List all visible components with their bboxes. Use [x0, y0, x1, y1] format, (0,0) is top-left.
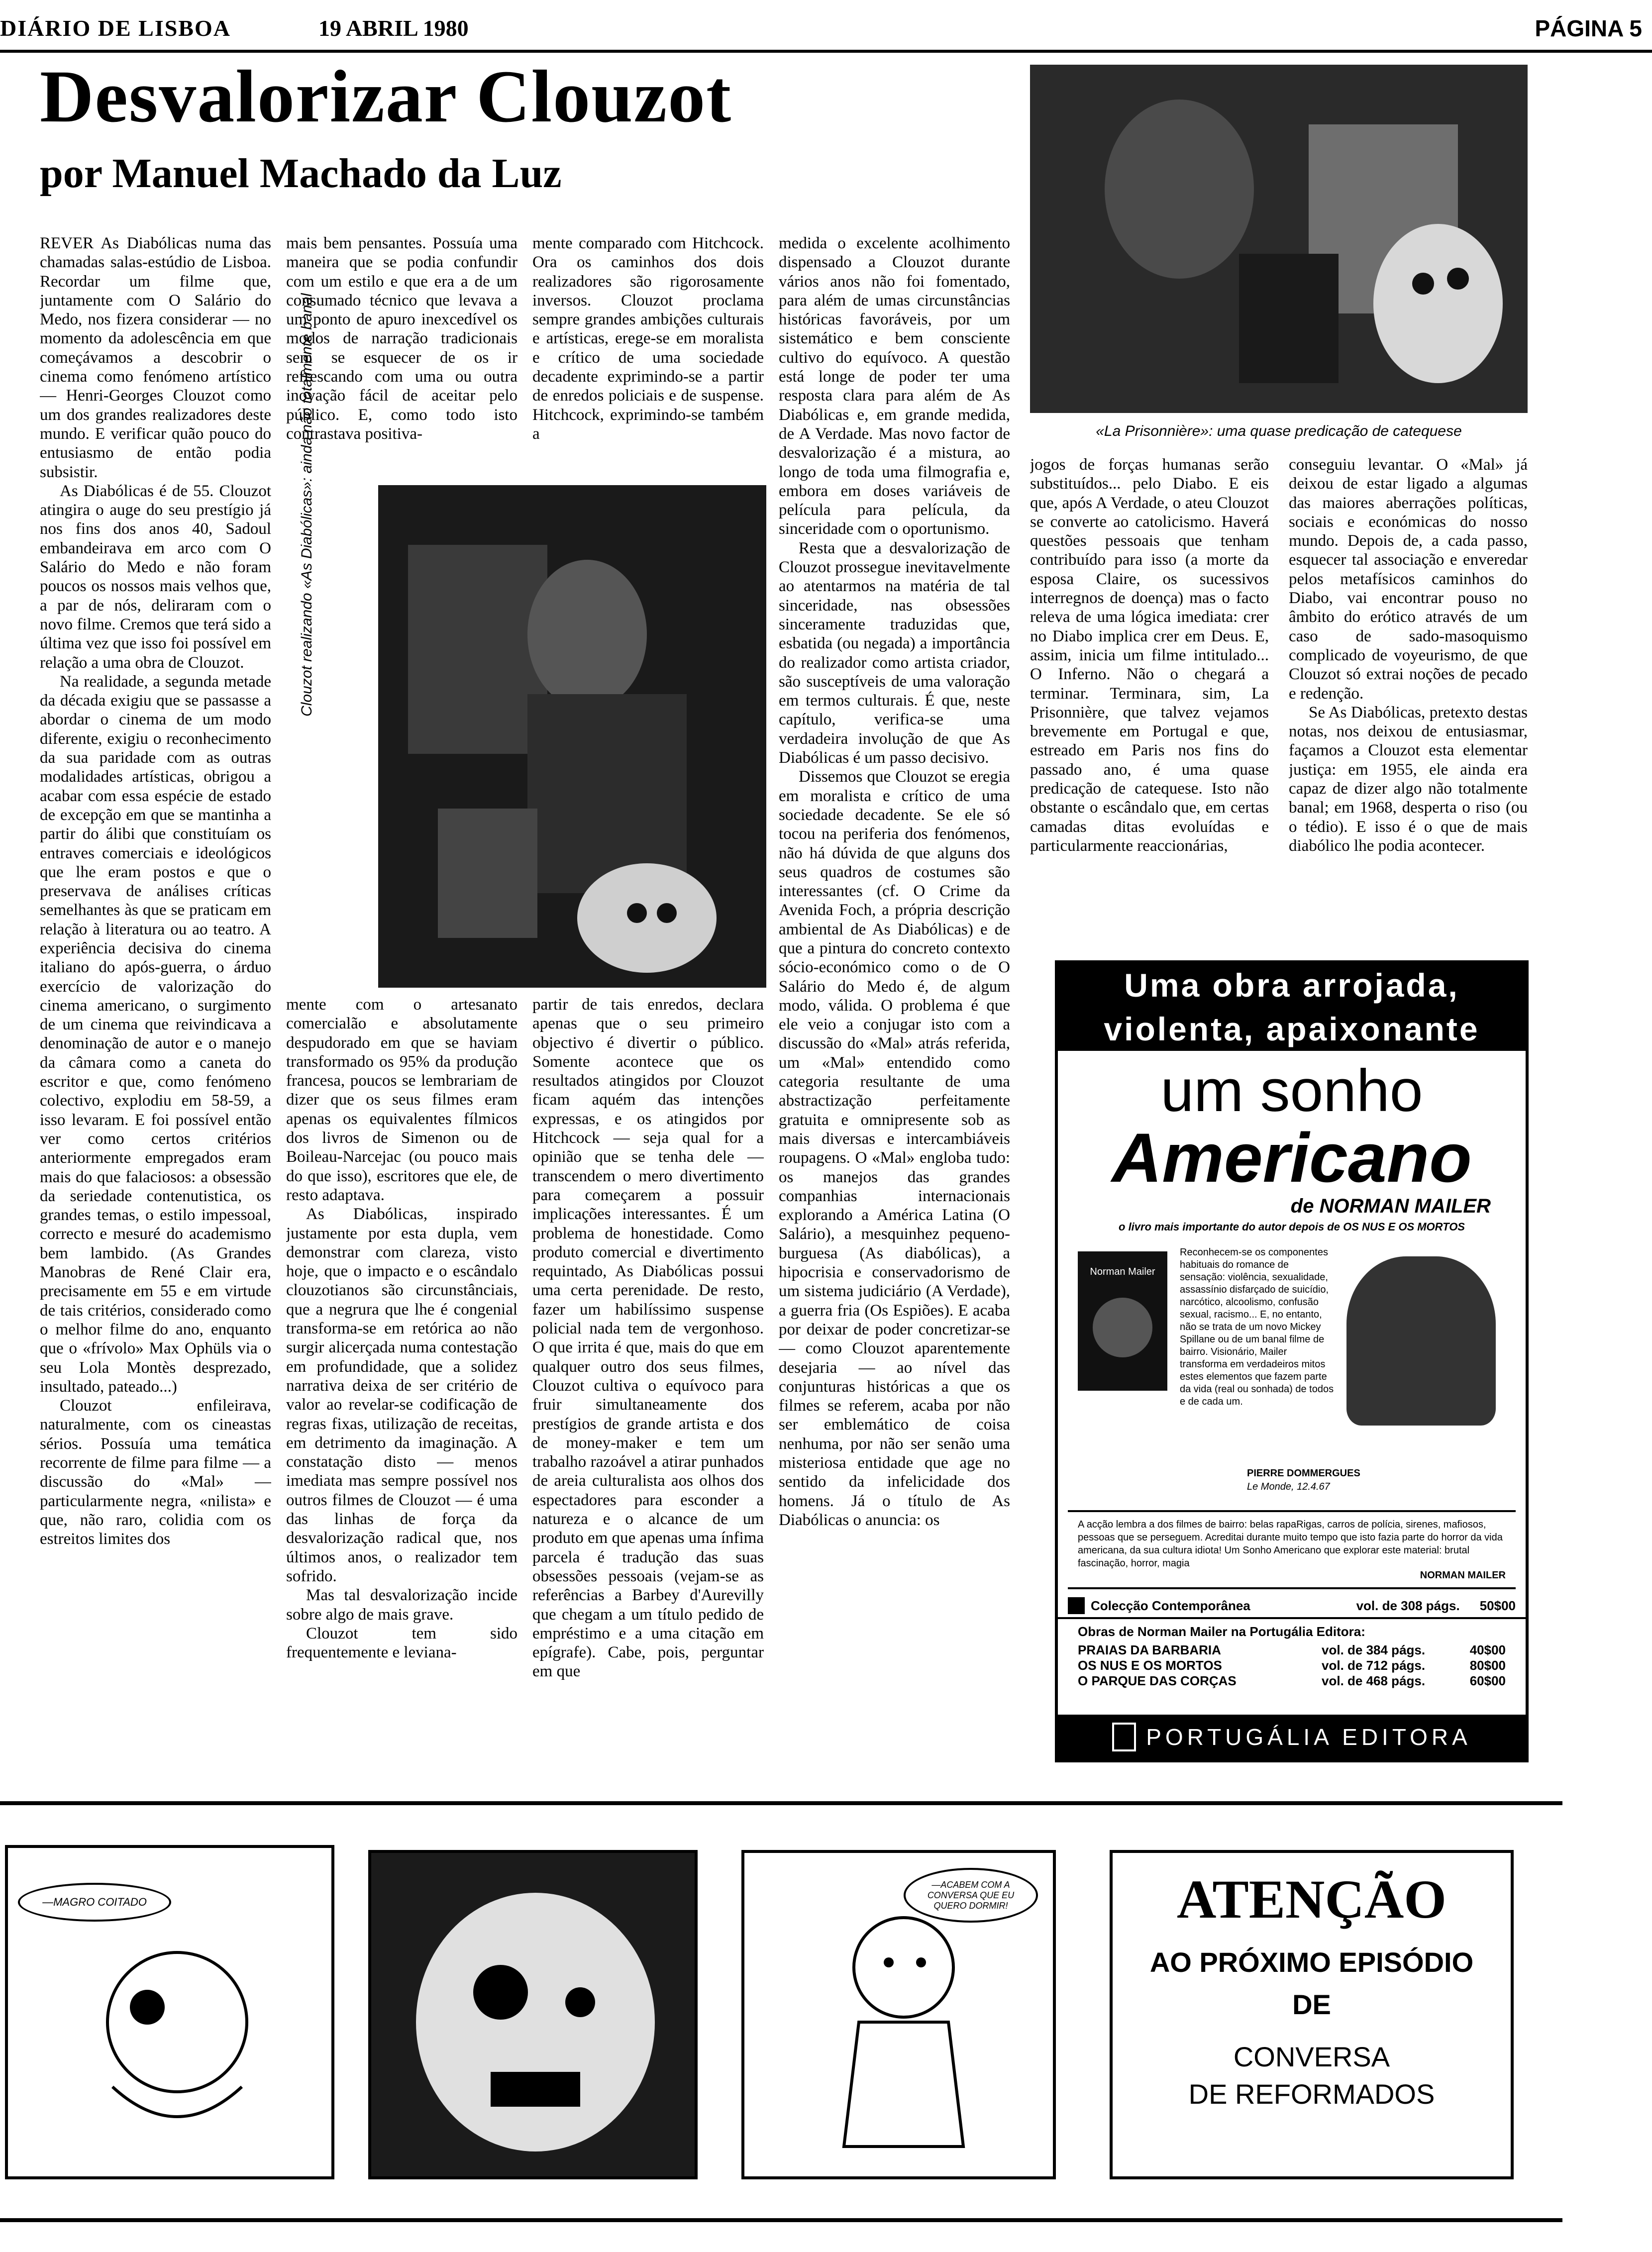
comic-panel-3: [741, 1850, 1056, 2179]
ad-blurb-box: [1068, 1510, 1516, 1589]
paragraph: conseguiu levantar. O «Mal» já deixou de estar ligado a algumas das maiores aberrações políticas, sociais e económicas do nosso mundo. Depois de, a cada passo, esquecer tal associação e enveredar pelos metafísicos caminhos do Diabo, vai encontrar pouso no âmbito do erótico através de um caso de sado-masoquismo complicado de voyeurismo, de que Clouzot só extrai noções de pecado e redenção.: [1289, 456, 1528, 703]
work-volume: vol. de 468 págs.: [1322, 1673, 1426, 1688]
article-byline: por Manuel Machado da Luz: [40, 150, 562, 197]
issue-date: 19 ABRIL 1980: [318, 15, 469, 41]
work-row: [1078, 1642, 1506, 1658]
work-volume: vol. de 712 págs.: [1322, 1658, 1426, 1673]
paragraph: mente comparado com Hitchcock. Ora os caminhos dos dois realizadores são rigorosamente inversos. Clouzot proclama sempre grandes ambições culturais e artísticas, erege-se em moralista e crítico de uma sociedade decadente exprimindo-se a partir de enredos policiais e de suspense. Hitchcock, exprimindo-se também a: [532, 234, 764, 443]
ad-book-title-2: Americano: [1112, 1119, 1472, 1197]
la-prisonniere-photo: [1030, 65, 1528, 413]
publisher-bar: [1058, 1715, 1526, 1759]
article-column-3-top: [532, 234, 764, 473]
paragraph: jogos de forças humanas serão substituídos... pelo Diabo. E eis que, após A Verdade, o ateu Clouzot se converte ao catolicismo. Haverá questões pessoais que tenham contribuído para isso (a morte da esposa Claire, os sucessivos interregnos de doença) mas o facto releva de uma lógica imediata: crer no Diabo implica crer em Deus. E, assim, inicia um filme intitulado... O Inferno. Não o chegará a terminar. Terminara, sim, La Prisonnière, que talvez vejamos brevemente em Portugal e que, estreado em Paris nos fins do passado ano, é uma quase predicação de catequese. Isto não obstante o escândalo que, em certas camadas ditas evoluídas e particularmente reaccionárias,: [1030, 456, 1269, 855]
paragraph: mente com o artesanato comercialão e absolutamente despudorado em que se haviam transformado os 95% da produção francesa, poucos se lembrariam de dizer que os seus filmes eram apenas os equivalentes fílmicos dos livros de Simenon ou de Boileau-Narcejac (ou pouco mais do que isso), escritores que ele, de resto adaptava.: [286, 996, 517, 1204]
paragraph: Clouzot enfileirava, naturalmente, com os cineastas sérios. Possuía uma temática recorrente de filme para filme — a discussão do «Mal» — particularmente negra, «nilista» e que, não raro, colidia com os estreitos limites dos: [40, 1397, 271, 1548]
paragraph: Clouzot tem sido frequentemente e leviana-: [286, 1624, 517, 1662]
paragraph: medida o excelente acolhimento dispensado a Clouzot durante vários anos não foi fomentado, para além de umas circunstâncias históricas favoráveis, por um sistemático e bem consciente cultivo do equívoco. A questão está longe de poder ter uma resposta clara para além de As Diabólicas e, em grande medida, de A Verdade. Mas novo factor de desvalorização é a mistura, ao longo de toda uma filmografia e, embora em doses variáveis de película para película, da sinceridade com o oportunismo.: [779, 234, 1010, 538]
paragraph: As Diabólicas é de 55. Clouzot atingira o auge do seu prestígio já nos fins dos anos 40, Sadoul embandeirava em arco com O Salário do Medo e não foram poucos os nossos mais velhos que, a par de nós, deliraram com o novo filme. Cremos que terá sido a última vez que isso foi possível em relação a uma obra de Clouzot.: [40, 482, 271, 672]
paragraph: As Diabólicas, inspirado justamente por esta dupla, vem demonstrar com clareza, visto hoje, que o impacto e o escândalo clouzotianos são circunstânciais, que a negrura que lhe é congenial transforma-se em retórica ao não surgir alicerçada numa contestação em profundidade, que a solidez narrativa deixa de ser critério de valor ao revelar-se codificação de regras fixas, utilização de receitas, em detrimento da imaginação. A constatação disto — menos imediata mas sempre possível nos outros filmes de Clouzot — é uma das linhas de força da desvalorização radical que, nos últimos anos, o realizador tem sofrido.: [286, 1205, 517, 1585]
paragraph: Mas tal desvalorização incide sobre algo de mais grave.: [286, 1586, 517, 1624]
author-portrait: [1346, 1256, 1496, 1426]
page-number: PÁGINA 5: [1535, 15, 1642, 41]
notice-title: ATENÇÃO: [1177, 1869, 1446, 1930]
film-set-photo-caption: Clouzot realizando «As Diabólicas»: ainda não totalmente banal: [299, 293, 315, 717]
paragraph: Se As Diabólicas, pretexto destas notas, nos deixou de entusiasmar, façamos a Clouzot esta elementar justiça: em 1955, ele ainda era capaz de dizer algo não totalmente banal; em 1968, desperta o riso (ou o tédio). E isso é o que de mais diabólico lhe podia acontecer.: [1289, 703, 1528, 855]
character-drawing: [809, 1908, 998, 2166]
ad-collection-row: [1058, 1594, 1526, 1619]
article-column-3-bottom: [532, 995, 764, 1771]
work-title: O PARQUE DAS CORÇAS: [1078, 1673, 1237, 1688]
book-advertisement: [1055, 960, 1529, 1762]
paragraph: Resta que a desvalorização de Clouzot prossegue inevitavelmente ao atentarmos na matéria de tal sinceridade, nas obsessões sinceramente traduzidas que, esbatida (ou negada) a importância do realizador como artista criador, são susceptíveis de uma valoração em termos culturais. É que, neste capítulo, verifica-se uma verdadeira involução de que As Diabólicas é um passo decisivo.: [779, 539, 1010, 767]
paragraph: partir de tais enredos, declara apenas que o seu primeiro objectivo é divertir o público. Somente acontece que os resultados atingidos por Clouzot ficam aquém das intenções expressas, e os atingidos por Hitchcock — seja qual for a opinião que se tenha dele — transcendem o mero divertimento para começarem a possuir implicações interessantes. É um problema de honestidade. Como produto comercial e divertimento requintado, As Diabólicas possui uma certa perenidade. De resto, fazer um habilíssimo suspense policial nada tem de vergonhoso. O que irrita é que, mais do que em qualquer outro dos seus filmes, Clouzot cultiva o equívoco para fruir simultaneamente dos prestígios de grande artista e dos de money-maker e tem um trabalho razoável a atirar punhados de areia culturalista aos olhos dos espectadores para esconder a natureza e o alcance de um produto em que apenas uma ínfima parcela é tradução das suas obsessões pessoais (vejam-se as referências a Barbey d'Aurevilly que chegam a um título pedido de empréstimo e a uma citação em epígrafe). Cabe, pois, perguntar em que: [532, 996, 764, 1681]
article-column-5: [1030, 455, 1269, 930]
comic-strip: [0, 1801, 1562, 2222]
film-set-photo: [378, 485, 766, 988]
article-column-2-bottom: [286, 995, 517, 1771]
la-prisonniere-caption: «La Prisonnière»: uma quase predicação de catequese: [1096, 423, 1462, 439]
paragraph: REVER As Diabólicas numa das chamadas salas-estúdio de Lisboa. Recordar um filme que, juntamente com O Salário do Medo, nos fizera considerar — no momento da adolescência em que começávamos a descobrir o cinema como fenómeno artístico — Henri-Georges Clouzot como um dos grandes realizadores deste mundo. E verificar quão pouco do entusiasmo de então podia subsistir.: [40, 234, 271, 481]
article-column-1: [40, 234, 271, 1771]
ad-headline-line-1: Uma obra arrojada,: [1058, 963, 1526, 1007]
ad-other-works-title: Obras de Norman Mailer na Portugália Editora:: [1078, 1624, 1365, 1639]
ad-quote-author: PIERRE DOMMERGUES: [1247, 1468, 1360, 1479]
ad-blurb: A acção lembra a dos filmes de bairro: belas rapaRigas, carros de polícia, sirenes, mafiosos, pessoas que se perseguem. Acreditai durante muito tempo que isto fazia parte do horror da vida americana, da sua cultura idiota! Um Sonho Americano que explorar este material: brutal fascinação, horror, magia: [1078, 1519, 1503, 1569]
ad-works-list: [1058, 1642, 1526, 1689]
collection-icon: [1068, 1597, 1085, 1614]
notice-line-4: DE REFORMADOS: [1188, 2078, 1435, 2110]
speech-text: —ACABEM COM A CONVERSA QUE EU QUERO DORMIR!: [927, 1879, 1015, 1911]
work-price: 60$00: [1469, 1673, 1506, 1688]
work-row: [1078, 1658, 1506, 1673]
work-row: [1078, 1673, 1506, 1689]
article-title: Desvalorizar Clouzot: [40, 55, 732, 138]
work-title: PRAIAS DA BARBARIA: [1078, 1642, 1221, 1657]
comic-panel-1: [5, 1845, 334, 2179]
masthead: [0, 15, 1652, 53]
book-cover-author: Norman Mailer: [1090, 1266, 1155, 1277]
article-column-6: [1289, 455, 1528, 930]
ad-author-line: de NORMAN MAILER: [1290, 1195, 1491, 1217]
paragraph: Na realidade, a segunda metade da década exigiu que se passasse a abordar o cinema de um modo diferente, exigiu o reconhecimento da sua paridade com as outras modalidades artísticas, obrigou a acabar com essa espécie de estado de excepção em que se mantinha a partir do álibi que constituíam os entraves comerciais e ideológicos que lhe eram postos e que o preservava de análises críticas semelhantes às que se praticam em relação à literatura ou ao teatro. A experiência decisiva do cinema italiano do após-guerra, o árduo exercício de valorização do cinema americano, o surgimento de um cinema que reivindicava a denominação de autor e o manejo da câmara como a caneta do escritor e que, como fenómeno colectivo, explodiu em 58-59, a isso levaram. E foi possível então ver como certos critérios anteriormente empregados eram mais do que falaciosos: a obsessão da seriedade contenutistica, os grandes temas, o estilo impessoal, correcto e mesuré do academismo bem lambido. (As Grandes Manobras de René Clair era, precisamente em 55 e em virtude de tais critérios, considerado como o melhor filme do ano, enquanto que o «frívolo» Max Ophüls via o seu Lola Montès desprezado, insultado, pateado...): [40, 672, 271, 1396]
character-face-drawing: [371, 1853, 695, 2176]
ad-headline-line-2: violenta, apaixonante: [1058, 1007, 1526, 1051]
ad-quote: Reconhecem-se os componentes habituais do romance de sensação: violência, sexualidade, assassínio disfarçado de suicídio, narcótico, alcoolismo, confusão sexual, racismo... E, no entanto, não se trata de um novo Mickey Spillane ou de um banal filme de bairro. Visionário, Mailer transforma em verdadeiros mitos estes elementos que fazem parte da vida (real ou sonhada) de todos e de cada um.: [1180, 1247, 1334, 1407]
work-title: OS NUS E OS MORTOS: [1078, 1658, 1222, 1673]
film-set-image: [378, 485, 766, 988]
character-drawing: [53, 1938, 311, 2156]
comic-panel-2: [368, 1850, 698, 2179]
notice-line-2: DE: [1292, 1989, 1331, 2020]
comic-notice-panel: [1110, 1850, 1514, 2179]
paragraph: Dissemos que Clouzot se eregia em moralista e crítico de uma sociedade decadente. Se ele só tocou na periferia dos fenómenos, não há dúvida de que alguns dos seus quadros de costumes são interessantes (cf. O Crime da Avenida Foch, a própria descrição ambiental de As Diabólicas) e de que a pintura do concreto contexto sócio-económico como o de O Salário do Medo é, de algum modo, válida. O problema é que ele veio a conjugar isto com a discussão do «Mal» atrás referida, um «Mal» entendido como categoria resultante de uma abstractização perfeitamente gratuita e omnipresente sob as mais diversas e intercambiáveis roupagens. O «Mal» engloba tudo: os manejos das grandes companhias internacionais explorando a América Latina (O Salário), a mesquinhez pequeno-burguesa (As diabólicas), a hipocrisia e conservadorismo de um sistema judiciário (A Verdade), a guerra fria (Os Espiões). E acaba por deixar de poder concretizar-se — como Clouzot aparentemente desejaria — ao nível das conjunturas históricas a que os filmes se referem, acaba por não ser emblemático de coisa nenhuma, por não ser senão uma misteriosa entidade que age no sentido da infelicidade dos homens. Já o título de As Diabólicas o anuncia: os: [779, 768, 1010, 1529]
work-volume: vol. de 384 págs.: [1322, 1642, 1426, 1657]
la-prisonniere-image: [1030, 65, 1528, 413]
paragraph: mais bem pensantes. Possuía uma maneira que se podia confundir com um estilo e que era a de um consumado técnico que levava a um ponto de apuro inexcedível os modos de narração tradicionais sem se esquecer de os ir refrescando com uma ou outra inovação fácil de aceitar pelo público. E, como todo isto contrastava positiva-: [286, 234, 517, 443]
publisher-logo-icon: [1112, 1723, 1136, 1751]
book-cover: [1078, 1251, 1167, 1391]
speech-bubble: [18, 1883, 171, 1922]
newspaper-name: DIÁRIO DE LISBOA: [0, 15, 231, 41]
speech-text: —MAGRO COITADO: [42, 1896, 147, 1908]
collection-name: Colecção Contemporânea: [1091, 1598, 1250, 1613]
ad-blurb-author: NORMAN MAILER: [1420, 1570, 1506, 1581]
article-column-4: [779, 234, 1010, 1771]
ad-quote-source: Le Monde, 12.4.67: [1247, 1481, 1330, 1492]
ad-book-title-1: um sonho: [1160, 1057, 1423, 1124]
notice-line-3: CONVERSA: [1233, 2041, 1390, 2072]
publisher-name: PORTUGÁLIA EDITORA: [1146, 1724, 1471, 1750]
book-cover-image: [1093, 1298, 1152, 1357]
collection-price: 50$00: [1479, 1598, 1516, 1613]
work-price: 40$00: [1469, 1642, 1506, 1657]
notice-line-1: AO PRÓXIMO EPISÓDIO: [1149, 1946, 1474, 1978]
work-price: 80$00: [1469, 1658, 1506, 1673]
collection-volume: vol. de 308 págs.: [1356, 1598, 1460, 1613]
ad-tagline: o livro mais importante do autor depois de OS NUS E OS MORTOS: [1119, 1221, 1465, 1233]
